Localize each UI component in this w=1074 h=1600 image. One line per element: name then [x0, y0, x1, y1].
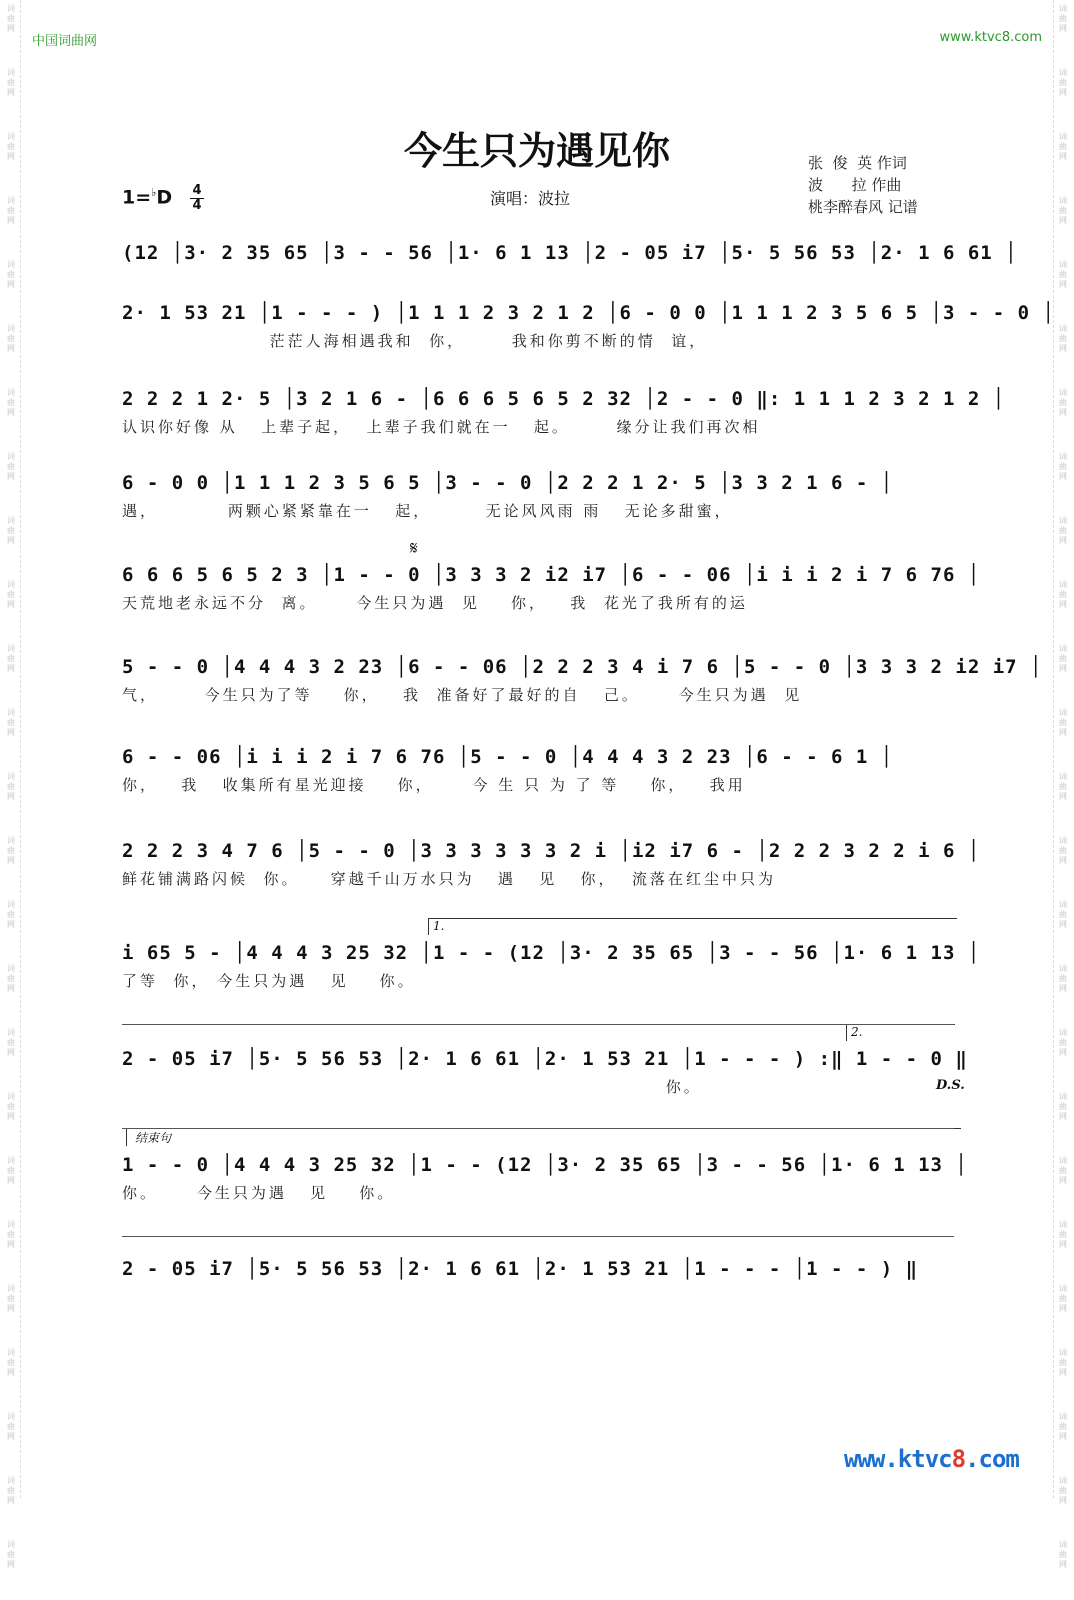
- notation-line: 2 2 2 1 2· 5 │3 2 1 6 - │6 6 6 5 6 5 2 32 │2 - - 0 ‖: 1 1 1 2 3 2 1 2 │: [122, 388, 1006, 410]
- site-logo: www.ktvc8.com: [844, 1445, 1019, 1473]
- key-note: D: [156, 186, 173, 209]
- site-url-right[interactable]: www.ktvc8.com: [939, 30, 1042, 45]
- notation-line: 2 - 05 i7 │5· 5 56 53 │2· 1 6 61 │2· 1 53 21 │1 - - - │1 - - ) ‖: [122, 1258, 919, 1280]
- lyrics-line: 你。: [122, 1078, 702, 1096]
- notation-line: 2· 1 53 21 │1 - - - ) │1 1 1 2 3 2 1 2 │6 - 0 0 │1 1 1 2 3 5 6 5 │3 - - 0 │: [122, 302, 1055, 324]
- time-signature: [190, 184, 204, 213]
- notation-line: i 65 5 - │4 4 4 3 25 32 │1 - - (12 │3· 2 35 65 │3 - - 56 │1· 6 1 13 │: [122, 942, 981, 964]
- lyrics-line: 茫茫人海相遇我和 你， 我和你剪不断的情 谊，: [122, 332, 708, 350]
- key-prefix: 1=: [122, 186, 152, 209]
- lyrics-line: 认识你好像 从 上辈子起， 上辈子我们就在一 起。 缘分让我们再次相: [122, 418, 761, 436]
- notation-line: (12 │3· 2 35 65 │3 - - 56 │1· 6 1 13 │2 - 05 i7 │5· 5 56 53 │2· 1 6 61 │: [122, 242, 1018, 264]
- credits-block: [808, 152, 918, 218]
- credit-lyricist: 张 俊 英 作词: [808, 154, 907, 172]
- time-bottom: 4: [190, 198, 204, 213]
- divider-line: [122, 1236, 954, 1237]
- ds-marking: D.S.: [936, 1078, 965, 1093]
- notation-line: 6 6 6 5 6 5 2 3 │1 - - 0 │3 3 3 2 i2 i7 │6 - - 06 │i i i 2 i 7 6 76 │: [122, 564, 981, 586]
- lyrics-line: 遇， 两颗心紧紧靠在一 起， 无论风风雨 雨 无论多甜蜜，: [122, 502, 733, 520]
- volta-first-ending: 1.: [428, 918, 957, 935]
- coda-label: 结束句: [126, 1128, 961, 1146]
- key-signature: [122, 186, 172, 208]
- volta-second-ending: 2.: [846, 1024, 955, 1041]
- divider-line: [122, 1128, 954, 1129]
- right-watermark-strip: 词 曲 网 词 曲 网 词 曲 网 词 曲 网 词 曲 网 词 曲 网 词 曲 网 词 曲 网 词 曲 网 词 曲 网 词 曲 网 词 曲 网 词 曲 网 词 曲 网 词 曲 网 词 曲 网 词 曲 网 词 曲 网 词 曲 网 词 曲 网 词 曲 网 词 曲 网 词 曲 网 词 曲 网 词 曲 网: [1053, 0, 1072, 1498]
- singer-label: 演唱：波拉: [490, 189, 571, 208]
- flat-sign: ♭: [151, 186, 157, 199]
- time-top: 4: [192, 183, 202, 198]
- notation-line: 5 - - 0 │4 4 4 3 2 23 │6 - - 06 │2 2 2 3 4 i 7 6 │5 - - 0 │3 3 3 2 i2 i7 │: [122, 656, 1043, 678]
- left-watermark-strip: 词 曲 网 词 曲 网 词 曲 网 词 曲 网 词 曲 网 词 曲 网 词 曲 网 词 曲 网 词 曲 网 词 曲 网 词 曲 网 词 曲 网 词 曲 网 词 曲 网 词 曲 网 词 曲 网 词 曲 网 词 曲 网 词 曲 网 词 曲 网 词 曲 网 词 曲 网 词 曲 网 词 曲 网 词 曲 网: [2, 0, 21, 1498]
- song-title: 今生只为遇见你: [403, 128, 670, 173]
- lyrics-line: 你。 今生只为遇 见 你。: [122, 1184, 396, 1202]
- lyrics-line: 气， 今生只为了等 你， 我 准备好了最好的自 己。 今生只为遇 见: [122, 686, 803, 704]
- credit-transcriber: 桃李醉春风 记谱: [808, 198, 918, 216]
- lyrics-line: 你， 我 收集所有星光迎接 你， 今 生 只 为 了 等 你， 我用: [122, 776, 746, 794]
- notation-line: 1 - - 0 │4 4 4 3 25 32 │1 - - (12 │3· 2 35 65 │3 - - 56 │1· 6 1 13 │: [122, 1154, 968, 1176]
- site-name-left[interactable]: 中国词曲网: [32, 34, 98, 49]
- divider-line: [122, 1024, 954, 1025]
- lyrics-line: 了等 你， 今生只为遇 见 你。: [122, 972, 416, 990]
- notation-line: 2 - 05 i7 │5· 5 56 53 │2· 1 6 61 │2· 1 53 21 │1 - - - ) :‖ 1 - - 0 ‖: [122, 1048, 968, 1070]
- notation-line: 6 - - 06 │i i i 2 i 7 6 76 │5 - - 0 │4 4 4 3 2 23 │6 - - 6 1 │: [122, 746, 894, 768]
- lyrics-line: 鲜花铺满路闪候 你。 穿越千山万水只为 遇 见 你， 流落在红尘中只为: [122, 870, 777, 888]
- notation-line: 6 - 0 0 │1 1 1 2 3 5 6 5 │3 - - 0 │2 2 2 1 2· 5 │3 3 2 1 6 - │: [122, 472, 894, 494]
- segno-sign: 𝄋: [410, 538, 418, 559]
- notation-line: 2 2 2 3 4 7 6 │5 - - 0 │3 3 3 3 3 3 2 i │i2 i7 6 - │2 2 2 3 2 2 i 6 │: [122, 840, 981, 862]
- lyrics-line: 天荒地老永远不分 离。 今生只为遇 见 你， 我 花光了我所有的运: [122, 594, 748, 612]
- credit-composer: 波 拉 作曲: [808, 176, 902, 194]
